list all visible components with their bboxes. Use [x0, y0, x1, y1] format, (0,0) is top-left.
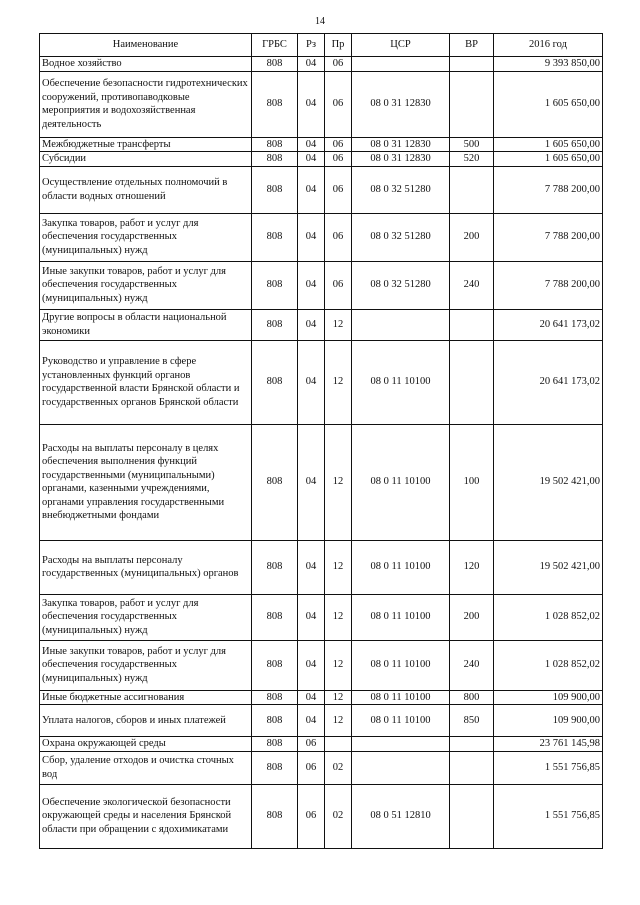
row-name: Расходы на выплаты персоналу государственных (муниципальных) органов [40, 540, 252, 594]
row-grbs: 808 [252, 424, 298, 540]
header-pr: Пр [325, 34, 352, 57]
row-grbs: 808 [252, 340, 298, 424]
row-rz: 04 [298, 705, 325, 737]
row-pr: 12 [325, 640, 352, 690]
row-rz: 04 [298, 424, 325, 540]
row-rz: 04 [298, 309, 325, 340]
row-vr: 800 [450, 690, 494, 705]
header-vr: ВР [450, 34, 494, 57]
table-row [40, 424, 603, 540]
row-name: Иные закупки товаров, работ и услуг для обеспечения государственных (муниципальных) нужд [40, 261, 252, 309]
table-header-row [40, 34, 603, 57]
row-csr: 08 0 31 12830 [352, 152, 450, 167]
table-row [40, 309, 603, 340]
row-pr: 06 [325, 152, 352, 167]
row-name: Водное хозяйство [40, 57, 252, 72]
row-grbs: 808 [252, 309, 298, 340]
row-rz: 04 [298, 71, 325, 137]
row-name: Закупка товаров, работ и услуг для обеспечения государственных (муниципальных) нужд [40, 213, 252, 261]
row-name: Осуществление отдельных полномочий в области водных отношений [40, 166, 252, 213]
row-csr: 08 0 51 12810 [352, 784, 450, 848]
row-vr: 240 [450, 640, 494, 690]
row-amount: 109 900,00 [494, 705, 603, 737]
row-amount: 19 502 421,00 [494, 540, 603, 594]
row-csr [352, 57, 450, 72]
row-name: Расходы на выплаты персоналу в целях обеспечения выполнения функций государственными (муниципальными) органами, казенными учреждениями, органами управления государственными внебюджетными фондами [40, 424, 252, 540]
row-rz: 06 [298, 751, 325, 784]
table-row [40, 152, 603, 167]
row-grbs: 808 [252, 166, 298, 213]
row-name: Субсидии [40, 152, 252, 167]
table-row [40, 137, 603, 152]
table-row [40, 71, 603, 137]
row-name: Обеспечение экологической безопасности окружающей среды и населения Брянской области при обращении с ядохимикатами [40, 784, 252, 848]
row-rz: 04 [298, 594, 325, 640]
row-pr: 02 [325, 784, 352, 848]
table-row [40, 751, 603, 784]
table-row [40, 784, 603, 848]
row-rz: 04 [298, 340, 325, 424]
row-grbs: 808 [252, 751, 298, 784]
row-csr [352, 751, 450, 784]
row-rz: 04 [298, 57, 325, 72]
row-vr [450, 309, 494, 340]
row-pr: 06 [325, 137, 352, 152]
row-amount: 7 788 200,00 [494, 213, 603, 261]
row-vr [450, 57, 494, 72]
row-grbs: 808 [252, 137, 298, 152]
row-rz: 04 [298, 690, 325, 705]
row-csr: 08 0 32 51280 [352, 213, 450, 261]
row-pr: 12 [325, 705, 352, 737]
header-name: Наименование [40, 34, 252, 57]
row-pr: 12 [325, 540, 352, 594]
row-amount: 19 502 421,00 [494, 424, 603, 540]
row-amount: 1 605 650,00 [494, 137, 603, 152]
row-grbs: 808 [252, 261, 298, 309]
row-amount: 1 605 650,00 [494, 152, 603, 167]
row-grbs: 808 [252, 213, 298, 261]
row-pr: 06 [325, 71, 352, 137]
row-grbs: 808 [252, 540, 298, 594]
row-csr: 08 0 32 51280 [352, 166, 450, 213]
row-grbs: 808 [252, 71, 298, 137]
row-name: Уплата налогов, сборов и иных платежей [40, 705, 252, 737]
row-name: Иные бюджетные ассигнования [40, 690, 252, 705]
row-pr: 06 [325, 57, 352, 72]
table-row [40, 540, 603, 594]
row-csr: 08 0 31 12830 [352, 71, 450, 137]
row-name: Охрана окружающей среды [40, 737, 252, 752]
row-grbs: 808 [252, 594, 298, 640]
row-csr: 08 0 11 10100 [352, 594, 450, 640]
row-name: Обеспечение безопасности гидротехнических сооружений, противопаводковые мероприятия и водохозяйственная деятельность [40, 71, 252, 137]
row-vr: 200 [450, 213, 494, 261]
budget-table [39, 33, 603, 849]
row-amount: 1 028 852,02 [494, 640, 603, 690]
row-vr [450, 737, 494, 752]
header-year: 2016 год [494, 34, 603, 57]
row-amount: 23 761 145,98 [494, 737, 603, 752]
row-csr: 08 0 11 10100 [352, 340, 450, 424]
table-row [40, 261, 603, 309]
header-rz: Рз [298, 34, 325, 57]
row-pr: 12 [325, 424, 352, 540]
row-csr: 08 0 11 10100 [352, 424, 450, 540]
row-amount: 20 641 173,02 [494, 309, 603, 340]
row-vr: 100 [450, 424, 494, 540]
row-pr: 06 [325, 213, 352, 261]
row-amount: 9 393 850,00 [494, 57, 603, 72]
row-csr: 08 0 11 10100 [352, 690, 450, 705]
page-number: 14 [315, 16, 325, 27]
row-vr: 200 [450, 594, 494, 640]
row-amount: 109 900,00 [494, 690, 603, 705]
row-amount: 20 641 173,02 [494, 340, 603, 424]
row-amount: 1 605 650,00 [494, 71, 603, 137]
row-pr: 12 [325, 594, 352, 640]
table-row [40, 690, 603, 705]
row-rz: 04 [298, 540, 325, 594]
row-pr [325, 737, 352, 752]
row-csr [352, 737, 450, 752]
row-name: Иные закупки товаров, работ и услуг для обеспечения государственных (муниципальных) нужд [40, 640, 252, 690]
row-csr: 08 0 11 10100 [352, 640, 450, 690]
row-vr [450, 751, 494, 784]
row-pr: 12 [325, 690, 352, 705]
row-rz: 04 [298, 137, 325, 152]
table-row [40, 166, 603, 213]
table-row [40, 737, 603, 752]
row-grbs: 808 [252, 640, 298, 690]
row-name: Руководство и управление в сфере установленных функций органов государственной власти Брянской области и государственных органов Брянской области [40, 340, 252, 424]
row-grbs: 808 [252, 705, 298, 737]
row-vr: 120 [450, 540, 494, 594]
row-amount: 7 788 200,00 [494, 261, 603, 309]
row-vr [450, 166, 494, 213]
table-row [40, 705, 603, 737]
row-rz: 04 [298, 152, 325, 167]
table-row [40, 594, 603, 640]
table-row [40, 340, 603, 424]
row-name: Сбор, удаление отходов и очистка сточных вод [40, 751, 252, 784]
row-vr: 500 [450, 137, 494, 152]
row-name: Межбюджетные трансферты [40, 137, 252, 152]
row-amount: 1 551 756,85 [494, 751, 603, 784]
row-rz: 04 [298, 640, 325, 690]
row-name: Закупка товаров, работ и услуг для обеспечения государственных (муниципальных) нужд [40, 594, 252, 640]
row-grbs: 808 [252, 152, 298, 167]
row-vr [450, 71, 494, 137]
row-vr: 520 [450, 152, 494, 167]
row-grbs: 808 [252, 784, 298, 848]
table-row [40, 640, 603, 690]
row-csr: 08 0 31 12830 [352, 137, 450, 152]
row-rz: 06 [298, 737, 325, 752]
row-amount: 1 028 852,02 [494, 594, 603, 640]
row-amount: 1 551 756,85 [494, 784, 603, 848]
row-grbs: 808 [252, 57, 298, 72]
row-pr: 02 [325, 751, 352, 784]
row-rz: 04 [298, 261, 325, 309]
row-rz: 04 [298, 166, 325, 213]
row-vr: 850 [450, 705, 494, 737]
row-grbs: 808 [252, 737, 298, 752]
row-vr [450, 784, 494, 848]
row-amount: 7 788 200,00 [494, 166, 603, 213]
row-pr: 12 [325, 309, 352, 340]
row-csr: 08 0 32 51280 [352, 261, 450, 309]
row-rz: 06 [298, 784, 325, 848]
row-rz: 04 [298, 213, 325, 261]
row-grbs: 808 [252, 690, 298, 705]
row-csr [352, 309, 450, 340]
row-pr: 06 [325, 166, 352, 213]
row-pr: 06 [325, 261, 352, 309]
row-csr: 08 0 11 10100 [352, 540, 450, 594]
row-csr: 08 0 11 10100 [352, 705, 450, 737]
header-csr: ЦСР [352, 34, 450, 57]
table-row [40, 57, 603, 72]
row-vr: 240 [450, 261, 494, 309]
row-name: Другие вопросы в области национальной экономики [40, 309, 252, 340]
header-grbs: ГРБС [252, 34, 298, 57]
row-pr: 12 [325, 340, 352, 424]
table-row [40, 213, 603, 261]
row-vr [450, 340, 494, 424]
